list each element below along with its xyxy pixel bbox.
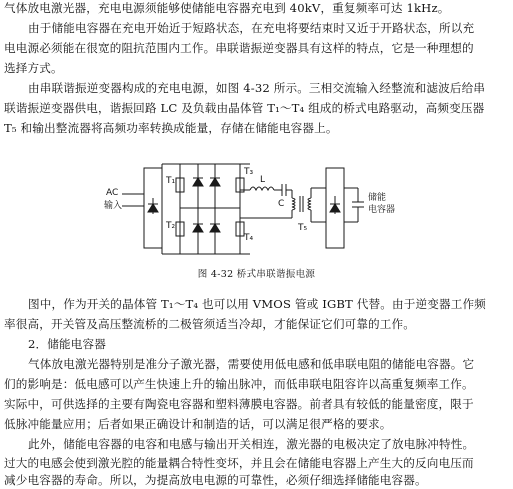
paragraph-4-line-4: 低脉冲能量应用；后者如果正确设计和制造的话，可以满足很严格的要求。	[4, 417, 392, 431]
circuit-diagram	[100, 142, 420, 266]
t1-label: T₁	[166, 176, 176, 186]
paragraph-3-line-1: 图中，作为开关的晶体管 T₁～T₄ 也可以用 VMOS 管或 IGBT 代替。由于逆变器工作频	[28, 297, 486, 311]
ac-input-label-2: 输入	[104, 201, 123, 211]
paragraph-2-line-3: T₅ 和输出整流器将高频功率转换成能量，存储在储能电容器上。	[4, 121, 338, 135]
paragraph-1-line-3: 电电源必须能在很宽的阻抗范围内工作。串联谐振逆变器具有这样的特点，它是一种理想的	[4, 41, 474, 55]
ac-input-label-1: AC	[106, 188, 119, 198]
section-heading: 2．储能电容器	[28, 337, 106, 351]
storage-label-1: 储能	[368, 193, 387, 203]
paragraph-1-line-2: 由于储能电容器在充电开始近于短路状态，在充电将要结束时又近于开路状态，所以充	[28, 21, 475, 35]
figure-caption: 图 4-32 桥式串联谐振电源	[197, 269, 316, 280]
transformer-primary	[292, 198, 295, 210]
paragraph-4-line-2: 们的影响是：低电感可以产生快速上升的输出脉冲，而低串联电阻容许以高重复频率工作。	[4, 377, 474, 391]
paragraph-1-line-4: 选择方式。	[4, 61, 63, 75]
paragraph-2-line-1: 由串联谐振逆变器构成的充电电源，如图 4-32 所示。三相交流输入经整流和滤波后给串	[28, 81, 486, 95]
paragraph-5-line-2: 过大的电感会使到激光腔的能量耦合特性变坏，并且会在储能电容器上产生大的反向电压而	[4, 456, 474, 470]
paragraph-2-line-2: 联谐振逆变器供电，谐振回路 LC 及负载由晶体管 T₁～T₄ 组成的桥式电路驱动，高频变压器	[4, 101, 485, 115]
paragraph-3-line-2: 率很高，开关管及高压整流桥的二极管须适当冷却，才能保证它们可靠的工作。	[4, 317, 416, 331]
paragraph-4-line-1: 气体放电激光器特别是准分子激光器，需要使用低电感和低串联电阻的储能电容器。它	[28, 357, 475, 371]
t3-label: T₃	[244, 167, 254, 177]
storage-label-2: 电容器	[368, 205, 396, 215]
t2-label: T₂	[166, 221, 176, 231]
t5-label: T₅	[298, 223, 308, 233]
inductor-l	[250, 187, 274, 190]
paragraph-5-line-1: 此外，储能电容器的电容和电感与输出开关相连，激光器的电极决定了放电脉冲特性。	[28, 437, 475, 451]
c-label: C	[278, 199, 285, 209]
circuit-diagram-svg	[100, 142, 420, 266]
paragraph-1-line-1: 气体放电激光器，充电电源须能够使储能电容器充电到 40kV，重复频率可达 1kHz。	[4, 1, 450, 15]
l-label: L	[260, 175, 266, 185]
paragraph-5-line-3: 减少电容器的寿命。所以，为提高放电电源的可靠性，必须仔细选择储能电容器。	[4, 473, 427, 487]
transformer-secondary	[308, 198, 311, 210]
t4-label: T₄	[244, 233, 254, 243]
paragraph-4-line-3: 实际中，可供选择的主要有陶瓷电容器和塑料薄膜电容器。前者具有较低的能量密度，限于	[4, 397, 474, 411]
